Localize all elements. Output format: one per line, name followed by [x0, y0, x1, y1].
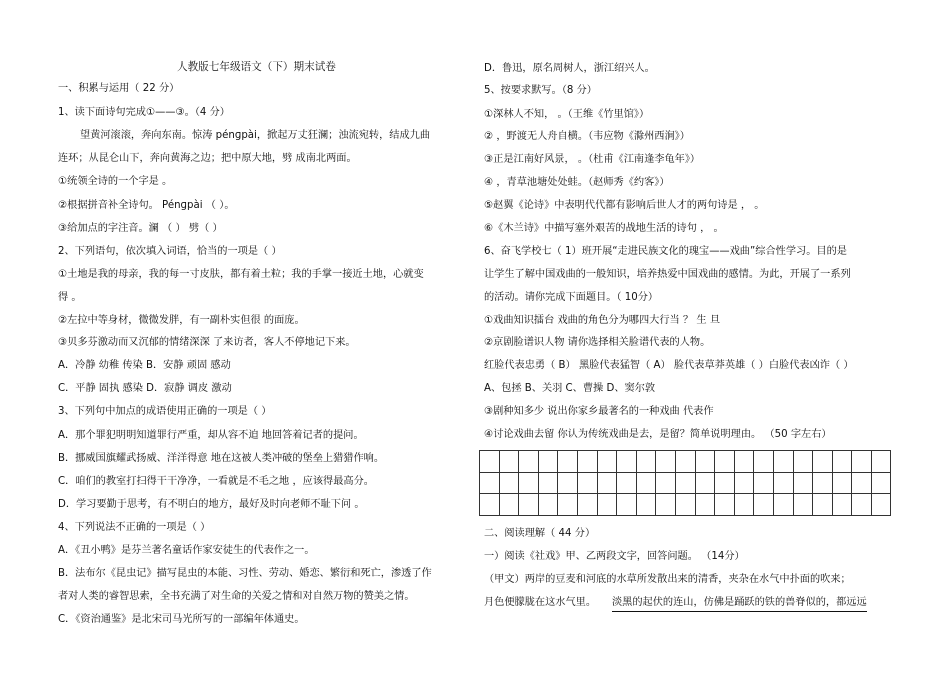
answer-option: A．《丑小鸭》是芬兰著名童话作家安徒生的代表作之一。 — [58, 545, 315, 556]
answer-option: A．那个罪犯明明知道罪行严重，却从容不迫 地回答着记者的提问。 — [58, 430, 364, 441]
question-text: 一）阅读《社戏》甲、乙两段文字，回答问题。 （14分） — [484, 551, 745, 562]
question-text: 的活动。请你完成下面题目。（ 10分） — [484, 292, 659, 303]
recitation-item: ⑥《木兰诗》中描写塞外艰苦的战地生活的诗句 ， 。 — [484, 223, 724, 234]
activity-item: ④讨论戏曲去留 你认为传统戏曲是去，是留？简单说明理由。 （50 字左右） — [484, 429, 832, 440]
answer-option: C．《资治通鉴》是北宋司马光所写的一部编年体通史。 — [58, 614, 305, 625]
answer-option: A、包拯 B、关羽 C、曹操 D、窦尔敦 — [484, 383, 656, 394]
page-title: 人教版七年级语文（下）期末试卷 — [177, 61, 336, 73]
question-text: 6、奋飞学校七（ 1）班开展“走进民族文化的瑰宝——戏曲”综合性学习。目的是 — [484, 246, 847, 257]
question-item: ①土地是我的母亲，我的每一寸皮肤，都有着土粒；我的手掌一接近土地，心就变 — [58, 269, 424, 280]
grid-row — [480, 472, 891, 494]
answer-option: C．咱们的教室打扫得干干净净，一看就是不毛之地 ，应该得最高分。 — [58, 476, 374, 487]
section-heading: 二、阅读理解（ 44 分） — [484, 528, 596, 539]
question-text: 让学生了解中国戏曲的一般知识，培养热爱中国戏曲的感情。为此，开展了一系列 — [484, 269, 851, 280]
activity-item: 红脸代表忠勇（ B） 黑脸代表猛智（ A） 脸代表草莽英雄（ ）白脸代表凶诈（ ） — [484, 360, 854, 371]
recitation-item: ② ，野渡无人舟自横。（韦应物《滁州西涧》） — [484, 131, 690, 142]
recitation-item: ③正是江南好风景， 。（杜甫《江南逢李龟年》） — [484, 154, 701, 165]
activity-item: ①戏曲知识擂台 戏曲的角色分为哪四大行当 ？ 生 旦 — [484, 315, 721, 326]
answer-option: C．平静 固执 感染 D．寂静 调皮 激动 — [58, 383, 232, 394]
answer-option: B．法布尔《昆虫记》描写昆虫的本能、习性、劳动、婚恋、繁衍和死亡，渗透了作 — [58, 568, 432, 579]
poem-line: 连环；从昆仑山下，奔向黄海之边；把中原大地，劈 成南北两面。 — [58, 153, 357, 164]
question-item: ②根据拼音补全诗句。 Pénɡpài （ ）。 — [58, 200, 235, 211]
question-item: ③贝多芬激动而又沉郁的情绪深深 了来访者，客人不停地记下来。 — [58, 337, 356, 348]
question-item: ③给加点的字注音。澜 （ ） 劈（ ） — [58, 223, 223, 234]
question-text: 4、下列说法不正确的一项是（ ） — [58, 522, 211, 533]
activity-item: ③剧种知多少 说出你家乡最著名的一种戏曲 代表作 — [484, 406, 714, 417]
answer-grid[interactable] — [479, 450, 891, 516]
recitation-item: ①深林人不知， 。（王维《竹里馆》） — [484, 109, 650, 120]
answer-option: B．挪威国旗耀武扬威、洋洋得意 地在这被人类冲破的堡垒上猎猎作响。 — [58, 453, 385, 464]
question-item: ①统领全诗的一个字是 。 — [58, 176, 173, 187]
question-text: 1、读下面诗句完成①——③。（4 分） — [58, 107, 230, 118]
grid-row — [480, 451, 891, 473]
question-item: ②左拉中等身材，微微发胖，有一副朴实但很 的面庞。 — [58, 315, 305, 326]
grid-row — [480, 494, 891, 516]
reading-passage: （甲文）两岸的豆麦和河底的水草所发散出来的清香，夹杂在水气中扑面的吹来； — [484, 574, 851, 585]
question-item: 得 。 — [58, 292, 82, 303]
question-text: 3、下列句中加点的成语使用正确的一项是（ ） — [58, 406, 272, 417]
section-heading: 一、积累与运用（ 22 分） — [58, 83, 180, 94]
question-text: 5、按要求默写。（8 分） — [484, 85, 597, 96]
activity-item: ②京剧脸谱识人物 请你选择相关脸谱代表的人物。 — [484, 337, 711, 348]
answer-option: D．学习要勤于思考，有不明白的地方，最好及时向老师不耻下问 。 — [58, 499, 365, 510]
answer-option: A．冷静 幼稚 传染 B．安静 顽固 感动 — [58, 360, 231, 371]
answer-option: D．鲁迅，原名周树人，浙江绍兴人。 — [484, 63, 655, 74]
answer-option: 者对人类的睿智思索，全书充满了对生命的关爱之情和对自然万物的赞美之情。 — [58, 591, 415, 602]
reading-passage: 月色便朦胧在这水气里。 — [484, 597, 597, 608]
question-text: 2、下列语句，依次填入词语，恰当的一项是（ ） — [58, 246, 282, 257]
underlined-passage: 淡黑的起伏的连山，仿佛是踊跃的铁的兽脊似的，都远远 — [612, 596, 867, 612]
poem-line: 望黄河滚滚，奔向东南。惊涛 pénɡpài，掀起万丈狂澜；浊流宛转，结成九曲 — [80, 130, 431, 141]
recitation-item: ⑤赵翼《论诗》中表明代代都有影响后世人才的两句诗是 ， 。 — [484, 200, 765, 211]
recitation-item: ④ ，青草池塘处处蛙。（赵师秀《约客》） — [484, 177, 670, 188]
